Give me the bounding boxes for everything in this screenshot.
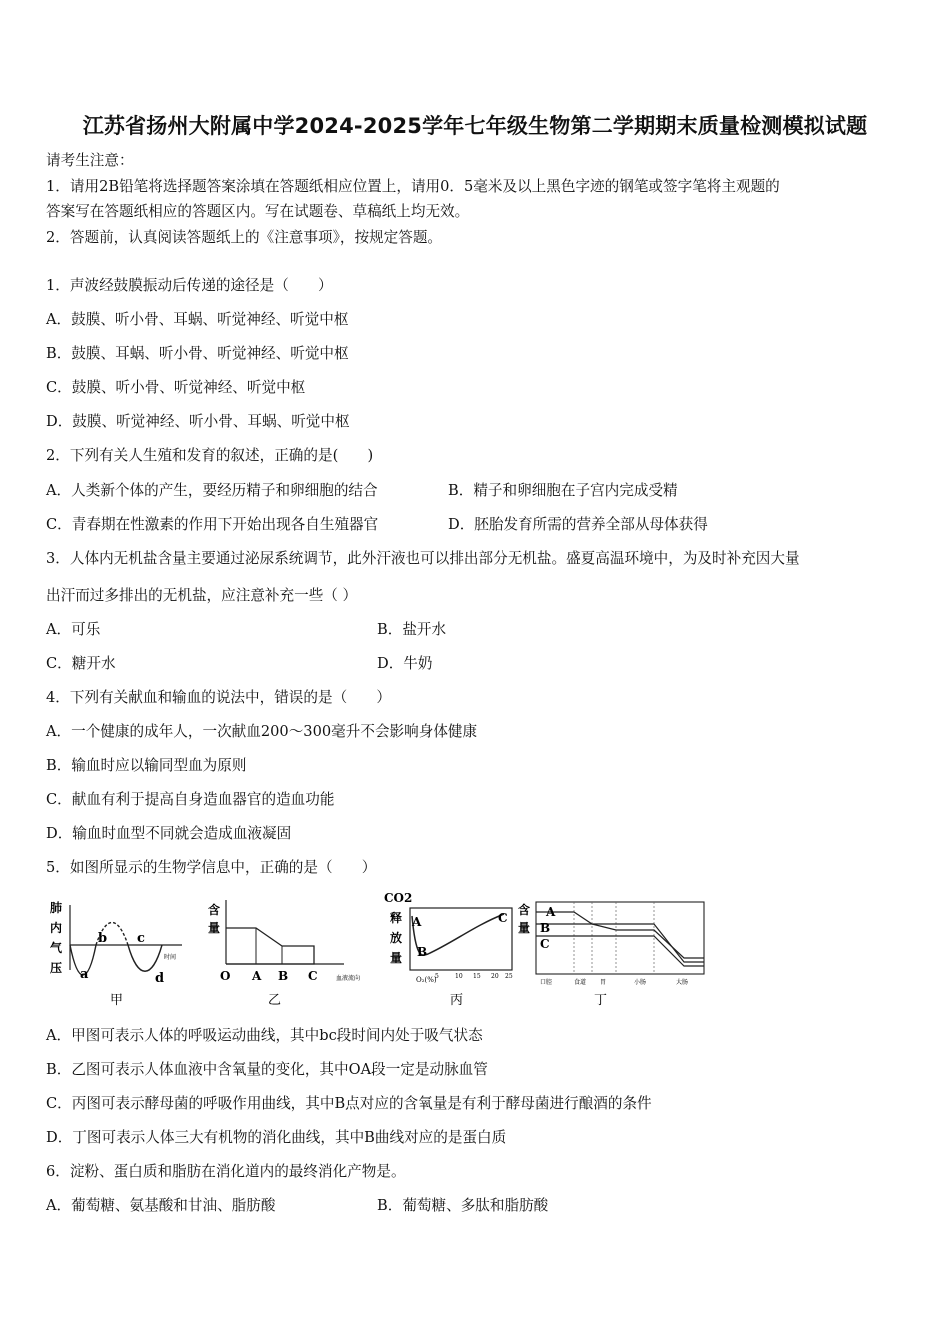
q3-option-c: C．糖开水 xyxy=(46,655,116,672)
ding-tick-5: 大肠 xyxy=(676,979,689,986)
q1-option-b: B．鼓膜、耳蜗、听小骨、听觉神经、听觉中枢 xyxy=(46,345,349,362)
jia-xlabel: 时间 xyxy=(164,954,177,961)
notice-item-2: 2．答题前，认真阅读答题纸上的《注意事项》，按规定答题。 xyxy=(46,229,443,246)
q3-option-d: D．牛奶 xyxy=(377,655,433,672)
q5-option-a: A．甲图可表示人体的呼吸运动曲线，其中bc段时间内处于吸气状态 xyxy=(46,1027,483,1044)
q6-option-a: A．葡萄糖、氨基酸和甘油、脂肪酸 xyxy=(46,1197,276,1214)
jia-point-a: a xyxy=(80,967,89,982)
q4-option-b: B．输血时应以输同型血为原则 xyxy=(46,757,247,774)
bing-tick-20: 20 xyxy=(491,973,499,980)
q1-option-c: C．鼓膜、听小骨、听觉神经、听觉中枢 xyxy=(46,379,306,396)
q4-option-d: D．输血时血型不同就会造成血液凝固 xyxy=(46,825,292,842)
bing-tick-5: 5 xyxy=(435,973,439,980)
q2-option-c: C．青春期在性激素的作用下开始出现各自生殖器官 xyxy=(46,516,379,533)
jia-ylabel-2: 内 xyxy=(50,921,63,935)
bing-tick-25: 25 xyxy=(505,973,513,980)
figure-bing xyxy=(384,891,513,1008)
figure-jia xyxy=(50,900,182,1008)
bing-tick-15: 15 xyxy=(473,973,481,980)
bing-caption: 丙 xyxy=(450,993,464,1008)
ding-tick-3: 胃 xyxy=(600,979,607,986)
q5-option-d: D．丁图可表示人体三大有机物的消化曲线，其中B曲线对应的是蛋白质 xyxy=(46,1129,507,1146)
jia-ylabel-3: 气 xyxy=(50,941,63,955)
q5-option-c: C．丙图可表示酵母菌的呼吸作用曲线，其中B点对应的含氧量是有利于酵母菌进行酿酒的条件 xyxy=(46,1095,652,1112)
q3-stem-cont: 出汗而过多排出的无机盐，应注意补充一些（ ） xyxy=(46,587,358,604)
jia-ylabel-1: 肺 xyxy=(50,901,63,915)
jia-point-c: c xyxy=(137,931,145,946)
q3-stem: 3．人体内无机盐含量主要通过泌尿系统调节，此外汗液也可以排出部分无机盐。盛夏高温环境中，为及时补充因大量 xyxy=(46,550,800,567)
figure-ding xyxy=(518,902,704,1008)
jia-curve-3 xyxy=(128,945,162,971)
yi-tick-o: O xyxy=(220,969,231,983)
q2-option-b: B．精子和卵细胞在子宫内完成受精 xyxy=(448,482,678,499)
yi-curve xyxy=(226,928,314,964)
q1-option-d: D．鼓膜、听觉神经、听小骨、耳蜗、听觉中枢 xyxy=(46,413,350,430)
yi-xlabel: 血液流向 xyxy=(336,975,361,982)
q2-option-d: D．胚胎发育所需的营养全部从母体获得 xyxy=(448,516,708,533)
ding-curve-label-a: A xyxy=(546,905,556,919)
yi-ylabel-1: 含 xyxy=(208,903,221,917)
yi-tick-c: C xyxy=(308,969,318,983)
q6-stem: 6．淀粉、蛋白质和脂肪在消化道内的最终消化产物是。 xyxy=(46,1163,406,1180)
yi-caption: 乙 xyxy=(268,993,282,1008)
bing-point-b: B xyxy=(417,945,428,959)
ding-tick-4: 小肠 xyxy=(634,979,647,986)
page-title: 江苏省扬州大附属中学2024-2025学年七年级生物第二学期期末质量检测模拟试题 xyxy=(82,114,868,138)
jia-point-d: d xyxy=(155,971,165,986)
bing-ylabel-2: 放 xyxy=(390,931,403,945)
bing-ylabel-3: 量 xyxy=(390,951,403,965)
figure-yi xyxy=(208,900,360,1008)
q5-option-b: B．乙图可表示人体血液中含氧量的变化，其中OA段一定是动脉血管 xyxy=(46,1061,488,1078)
q5-figures xyxy=(44,890,724,1015)
jia-ylabel-4: 压 xyxy=(50,961,63,975)
yi-tick-b: B xyxy=(278,969,289,983)
yi-ylabel-2: 量 xyxy=(208,921,221,935)
jia-caption: 甲 xyxy=(110,993,124,1008)
notice-heading: 请考生注意： xyxy=(46,152,134,169)
notice-item-1-cont: 答案写在答题纸相应的答题区内。写在试题卷、草稿纸上均无效。 xyxy=(46,203,470,220)
bing-ytop: CO2 xyxy=(384,891,413,905)
ding-curve-b xyxy=(536,924,704,958)
notice-item-1: 1．请用2B铅笔将选择题答案涂填在答题纸相应位置上，请用0．5毫米及以上黑色字迹的钢笔或签字笔将主观题的 xyxy=(46,178,780,195)
bing-point-c: C xyxy=(498,911,508,925)
q3-option-a: A．可乐 xyxy=(46,621,101,638)
q3-option-b: B．盐开水 xyxy=(377,621,447,638)
bing-xlabel: O₂(%) xyxy=(416,976,437,984)
q6-option-b: B．葡萄糖、多肽和脂肪酸 xyxy=(377,1197,549,1214)
ding-frame xyxy=(536,902,704,974)
ding-ylabel-1: 含 xyxy=(518,903,531,917)
ding-ylabel-2: 量 xyxy=(518,921,531,935)
q2-option-a: A．人类新个体的产生，要经历精子和卵细胞的结合 xyxy=(46,482,378,499)
yi-tick-a: A xyxy=(252,969,262,983)
q4-option-c: C．献血有利于提高自身造血器官的造血功能 xyxy=(46,791,335,808)
bing-ylabel-1: 释 xyxy=(390,911,403,925)
ding-curve-label-c: C xyxy=(540,937,550,951)
ding-curve-a xyxy=(536,912,704,962)
q1-stem: 1．声波经鼓膜振动后传递的途径是（ ） xyxy=(46,277,333,294)
ding-curve-c xyxy=(536,936,704,966)
q1-option-a: A．鼓膜、听小骨、耳蜗、听觉神经、听觉中枢 xyxy=(46,311,349,328)
bing-point-a: A xyxy=(412,915,422,929)
ding-tick-1: 口腔 xyxy=(540,979,553,986)
q4-stem: 4．下列有关献血和输血的说法中，错误的是（ ） xyxy=(46,689,391,706)
ding-caption: 丁 xyxy=(594,993,608,1008)
bing-tick-10: 10 xyxy=(455,973,463,980)
q2-stem: 2．下列有关人生殖和发育的叙述，正确的是( ) xyxy=(46,447,374,464)
ding-tick-2: 食道 xyxy=(574,979,587,986)
q4-option-a: A．一个健康的成年人，一次献血200～300毫升不会影响身体健康 xyxy=(46,723,478,740)
q5-stem: 5．如图所显示的生物学信息中，正确的是（ ） xyxy=(46,859,377,876)
ding-curve-label-b: B xyxy=(540,921,551,935)
jia-point-b: b xyxy=(98,931,108,946)
